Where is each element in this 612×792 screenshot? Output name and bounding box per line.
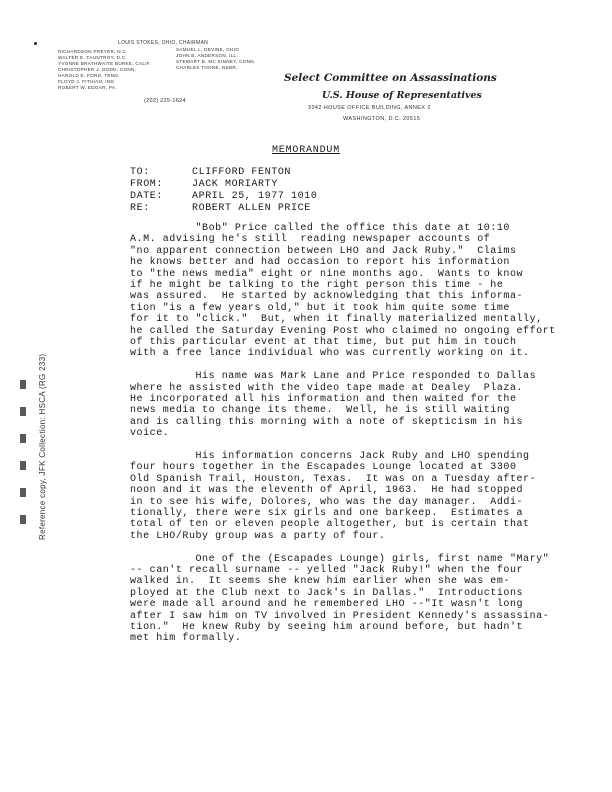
body-line: for it to "click." But, when it finally materialized mentally, [130, 314, 543, 326]
body-line: He incorporated all his information and then waited for the [130, 394, 517, 405]
body-line: after I saw him on TV involved in President Kennedy's assassina- [130, 610, 550, 622]
member-right: SAMUEL L. DEVINE, OHIO [176, 47, 240, 52]
from-label: FROM: [130, 179, 164, 190]
from-value: JACK MORIARTY [192, 179, 278, 190]
body-line: One of the (Escapades Lounge) girls, first name "Mary" [130, 553, 550, 565]
body-line: if he might be talking to the right person this time - he [130, 280, 504, 291]
body-line: tion "is a few years old," but it took him quite some time [130, 302, 510, 314]
body-line: to "the news media" eight or nine months ago. Wants to know [130, 268, 524, 280]
date-row [130, 191, 317, 202]
to-label: TO: [130, 167, 150, 178]
body-line: -- can't recall surname -- yelled "Jack Ruby!" when the four [130, 565, 524, 576]
body-line: were made all around and he remembered LHO --"It wasn't long [130, 599, 524, 611]
body-line: and is calling this morning with a note of skepticism in his [130, 416, 524, 428]
margin-mark [20, 407, 26, 416]
committee-name: Select Committee on Assassinations [284, 72, 497, 84]
body-line: met him formally. [130, 633, 242, 645]
phone-number: (202) 225-1624 [144, 98, 186, 104]
member-right: STEWART B. MC KINNEY, CONN. [176, 59, 256, 64]
member-left: ROBERT W. EDGAR, PA. [58, 85, 117, 90]
body-line: total of ten or eleven people altogether, but is certain that [130, 519, 530, 531]
body-line: "no apparent connection between LHO and Jack Ruby." Claims [130, 245, 517, 257]
body-line: of this particular event at that time, but put him in touch [130, 337, 517, 348]
house-name: U.S. House of Representatives [322, 90, 482, 101]
member-left: YVONNE BRATHWAITE BURKE, CALIF. [58, 61, 152, 66]
body-line: he knows better and had occasion to report his information [130, 257, 510, 269]
body-line: the LHO/Ruby group was a party of four. [130, 530, 386, 542]
city-address: WASHINGTON, D.C. 20515 [343, 116, 421, 122]
margin-mark [20, 488, 26, 497]
body-line: with a free lance individual who was currently working on it. [130, 348, 530, 360]
from-row [130, 179, 278, 190]
chairman-line: LOUIS STOKES, OHIO, CHAIRMAN [118, 40, 208, 46]
body-line: in to see his wife, Dolores, who was the day manager. Addi- [130, 496, 524, 508]
member-left: HAROLD E. FORD, TENN. [58, 73, 120, 78]
margin-marks [18, 380, 32, 580]
body-line: tion." He knew Ruby by seeing him around before, but hadn't [130, 622, 524, 633]
body-line: was assured. He started by acknowledging that this informa- [130, 291, 524, 303]
margin-mark [20, 461, 26, 470]
body-line: A.M. advising he's still reading newspaper accounts of [130, 234, 491, 246]
member-left: FLOYD J. FITHIAN, IND. [58, 79, 116, 84]
member-right: CHARLES THONE, NEBR. [176, 65, 238, 70]
body-line: ployed at the Club next to Jack's in Dallas." Introductions [130, 587, 524, 599]
date-value: APRIL 25, 1977 1010 [192, 191, 318, 202]
to-row [130, 167, 291, 178]
margin-mark [20, 380, 26, 389]
date-label: DATE: [130, 191, 164, 202]
re-value: ROBERT ALLEN PRICE [192, 203, 311, 214]
to-value: CLIFFORD FENTON [192, 167, 292, 178]
archive-stamp: Reference copy, JFK Collection: HSCA (RG 233) [38, 353, 47, 540]
memo-title: MEMORANDUM [272, 145, 341, 156]
member-left: WALTER E. FAUNTROY, D.C. [58, 55, 127, 60]
body-line: walked in. It seems she knew him earlier when she was em- [130, 576, 510, 588]
body-line: His name was Mark Lane and Price responded to Dallas [130, 371, 537, 383]
body-line: he called the Saturday Evening Post who claimed no ongoing effort [130, 325, 556, 337]
member-right: JOHN B. ANDERSON, ILL. [176, 53, 238, 58]
body-line: noon and it was the eleventh of April, 1963. He had stopped [130, 485, 524, 497]
body-line: news media to change its theme. Well, he is still waiting [130, 405, 510, 417]
body-line: His information concerns Jack Ruby and LHO spending [130, 451, 530, 462]
re-row [130, 203, 311, 214]
body-line: Old Spanish Trail, Houston, Texas. It was on a Tuesday after- [130, 473, 537, 485]
body-line: where he assisted with the video tape made at Dealey Plaza. [130, 382, 524, 394]
body-line: voice. [130, 428, 170, 440]
body-line: "Bob" Price called the office this date at 10:10 [130, 223, 510, 234]
margin-mark [20, 515, 26, 524]
body-line: four hours together in the Escapades Lounge located at 3300 [130, 462, 517, 474]
member-left: CHRISTOPHER J. DODD, CONN. [58, 67, 137, 72]
margin-mark [20, 434, 26, 443]
body-line: tionally, there were six girls and one barkeep. Estimates a [130, 508, 524, 519]
building-address: 3342 HOUSE OFFICE BUILDING, ANNEX 2 [308, 105, 431, 111]
member-left: RICHARDSON PREYER, N.C. [58, 49, 128, 54]
re-label: RE: [130, 203, 150, 214]
page-speck [34, 42, 37, 45]
